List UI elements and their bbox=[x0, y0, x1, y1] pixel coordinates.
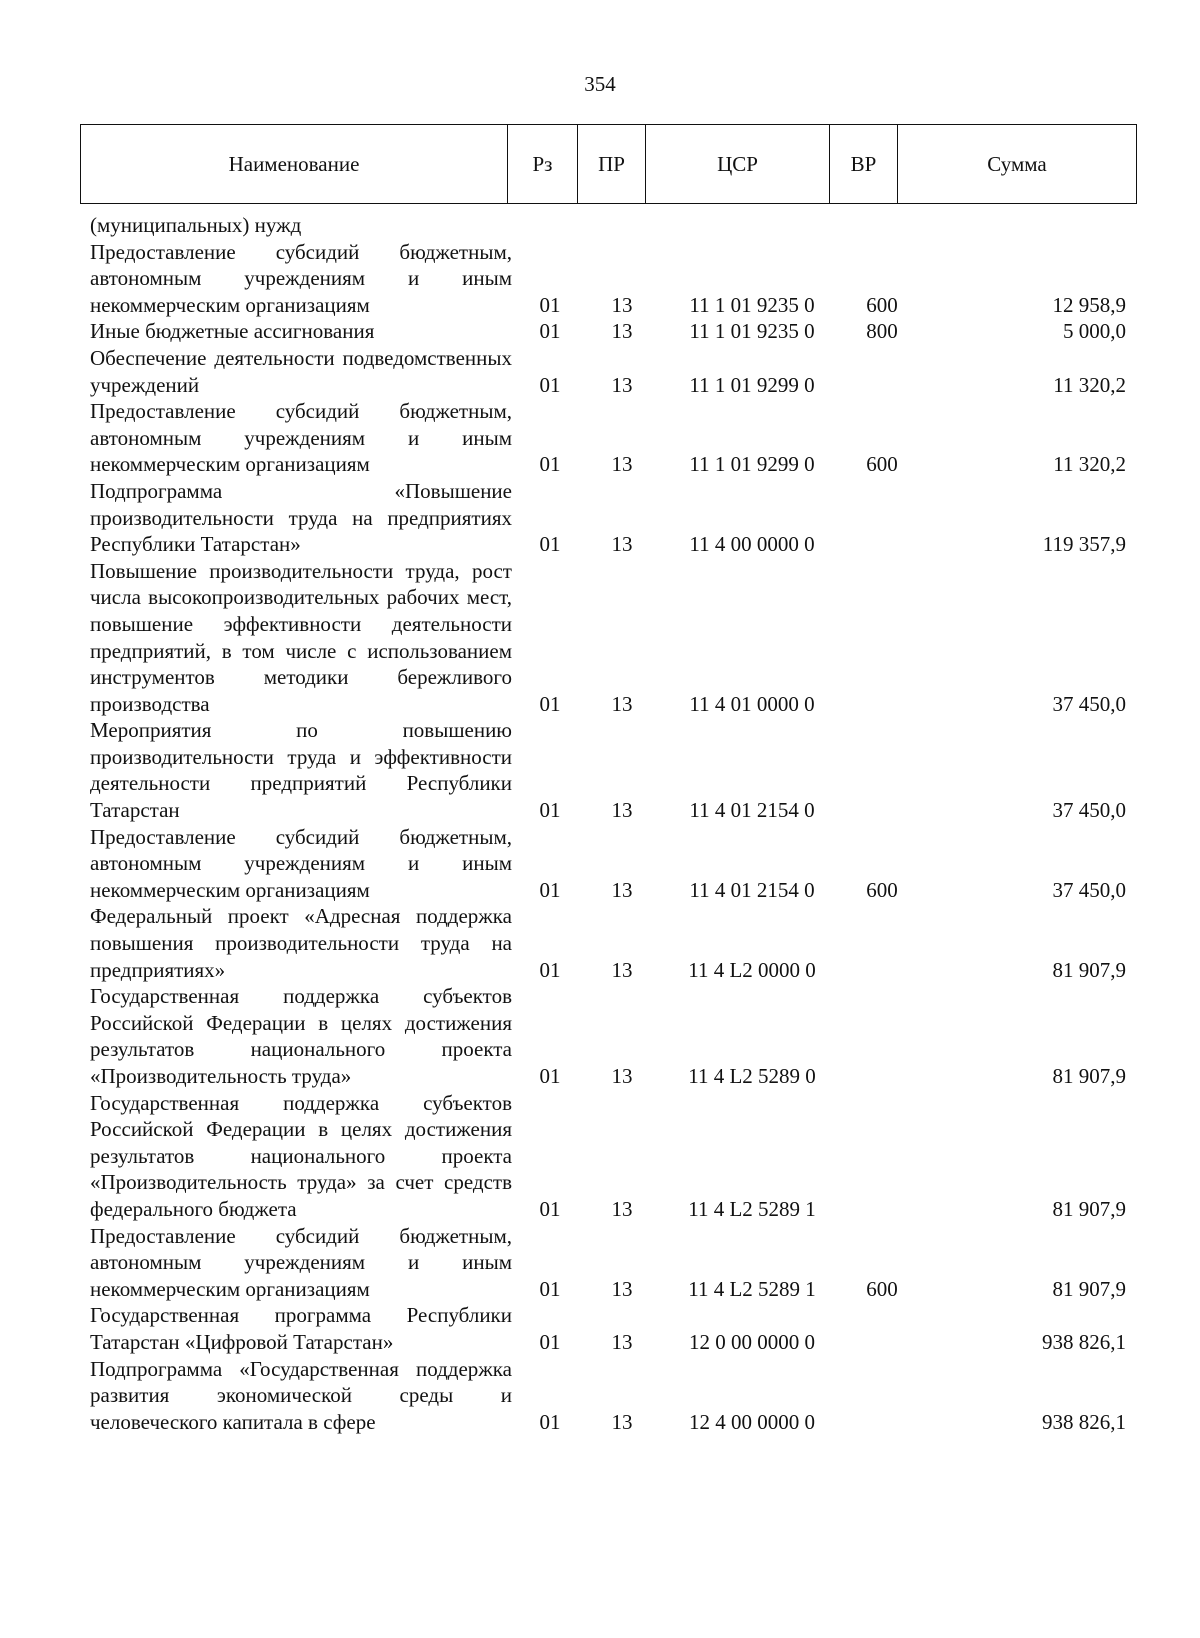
row-sum: 37 450,0 bbox=[1052, 691, 1126, 716]
row-pr: 13 bbox=[611, 1064, 633, 1088]
row-rz: 01 bbox=[539, 877, 561, 902]
table-row bbox=[80, 558, 1136, 718]
row-csr: 11 1 01 9235 0 bbox=[689, 319, 815, 344]
row-csr: 12 0 00 0000 0 bbox=[689, 1329, 815, 1354]
table-row bbox=[80, 398, 1136, 478]
table-body bbox=[80, 212, 1136, 1435]
row-vr: 600 bbox=[866, 1276, 898, 1301]
row-name: Федеральный проект «Адресная поддержка повышения производительности труда на предприятиях» bbox=[90, 904, 512, 982]
page-number: 354 bbox=[584, 72, 616, 96]
header-sum: Сумма bbox=[898, 125, 1137, 204]
row-name: Предоставление субсидий бюджетным, автономным учреждениям и иным некоммерческим организациям bbox=[90, 239, 512, 317]
row-pr: 13 bbox=[611, 319, 633, 344]
table-row bbox=[80, 239, 1136, 319]
row-csr: 11 4 00 0000 0 bbox=[689, 532, 815, 557]
row-vr: 800 bbox=[866, 319, 898, 344]
row-sum: 938 826,1 bbox=[1042, 1409, 1126, 1434]
row-csr: 11 4 L2 5289 1 bbox=[688, 1276, 816, 1301]
row-rz: 01 bbox=[539, 1064, 561, 1088]
row-name: Предоставление субсидий бюджетным, автономным учреждениям и иным некоммерческим организациям bbox=[90, 1223, 512, 1301]
row-name: Государственная программа Республики Татарстан «Цифровой Татарстан» bbox=[90, 1303, 512, 1354]
row-pr: 13 bbox=[611, 1409, 633, 1434]
table-row bbox=[80, 345, 1136, 398]
row-rz: 01 bbox=[539, 319, 561, 344]
row-vr: 600 bbox=[866, 292, 898, 317]
row-rz: 01 bbox=[539, 1196, 561, 1221]
row-sum: 938 826,1 bbox=[1042, 1329, 1126, 1354]
row-csr: 11 4 01 2154 0 bbox=[689, 877, 815, 902]
row-csr: 11 4 L2 0000 0 bbox=[688, 957, 816, 982]
row-sum: 37 450,0 bbox=[1052, 877, 1126, 902]
row-sum: 12 958,9 bbox=[1052, 292, 1126, 317]
header-name: Наименование bbox=[81, 125, 508, 204]
row-csr: 11 1 01 9299 0 bbox=[689, 452, 815, 477]
row-sum: 11 320,2 bbox=[1053, 452, 1126, 477]
row-csr: 11 4 01 0000 0 bbox=[689, 691, 815, 716]
row-csr: 12 4 00 0000 0 bbox=[689, 1409, 815, 1434]
row-name: Предоставление субсидий бюджетным, автономным учреждениям и иным некоммерческим организациям bbox=[90, 399, 512, 477]
row-rz: 01 bbox=[539, 372, 561, 397]
table-row bbox=[80, 318, 1136, 345]
row-vr: 600 bbox=[866, 452, 898, 477]
row-rz: 01 bbox=[539, 1409, 561, 1434]
row-name: Подпрограмма «Государственная поддержка развития экономической среды и человеческого капитала в сфере bbox=[90, 1356, 512, 1434]
row-sum: 11 320,2 bbox=[1053, 372, 1126, 397]
row-name: Мероприятия по повышению производительности труда и эффективности деятельности предприятий Республики Татарстан bbox=[90, 718, 512, 823]
row-vr: 600 bbox=[866, 877, 898, 902]
row-rz: 01 bbox=[539, 1329, 561, 1354]
row-sum: 81 907,9 bbox=[1052, 1276, 1126, 1301]
row-csr: 11 1 01 9235 0 bbox=[689, 292, 815, 317]
row-rz: 01 bbox=[539, 452, 561, 477]
row-sum: 81 907,9 bbox=[1052, 957, 1126, 982]
row-rz: 01 bbox=[539, 292, 561, 317]
row-name: Обеспечение деятельности подведомственных учреждений bbox=[90, 345, 512, 397]
row-pr: 13 bbox=[611, 452, 633, 477]
row-sum: 81 907,9 bbox=[1052, 1064, 1126, 1088]
row-csr: 11 4 01 2154 0 bbox=[689, 798, 815, 823]
row-pr: 13 bbox=[611, 1329, 633, 1354]
row-sum: 119 357,9 bbox=[1042, 532, 1126, 557]
table-row bbox=[80, 212, 1136, 239]
row-name: (муниципальных) нужд bbox=[90, 213, 302, 237]
row-pr: 13 bbox=[611, 532, 633, 557]
table-row bbox=[80, 478, 1136, 558]
row-name: Подпрограмма «Повышение производительности труда на предприятиях Республики Татарстан» bbox=[90, 478, 512, 557]
table-header bbox=[80, 124, 1137, 204]
row-pr: 13 bbox=[611, 1196, 633, 1221]
row-pr: 13 bbox=[611, 798, 633, 823]
row-name: Государственная поддержка субъектов Российской Федерации в целях достижения результатов национального проекта «Производительность труда» bbox=[90, 984, 512, 1088]
header-pr: ПР bbox=[578, 125, 646, 204]
header-rz: Рз bbox=[508, 125, 578, 204]
table-row bbox=[80, 903, 1136, 983]
table-row bbox=[80, 1302, 1136, 1355]
table-row bbox=[80, 717, 1136, 823]
row-name: Предоставление субсидий бюджетным, автономным учреждениям и иным некоммерческим организациям bbox=[90, 824, 512, 902]
table-row bbox=[80, 1090, 1136, 1223]
row-name: Государственная поддержка субъектов Российской Федерации в целях достижения результатов национального проекта «Производительность труда» за счет средств федерального бюджета bbox=[90, 1090, 512, 1221]
row-csr: 11 1 01 9299 0 bbox=[689, 372, 815, 397]
row-sum: 5 000,0 bbox=[1063, 319, 1126, 344]
row-sum: 37 450,0 bbox=[1052, 798, 1126, 823]
header-csr: ЦСР bbox=[646, 125, 830, 204]
row-sum: 81 907,9 bbox=[1052, 1196, 1126, 1221]
row-pr: 13 bbox=[611, 1276, 633, 1301]
table-row bbox=[80, 824, 1136, 904]
row-name: Иные бюджетные ассигнования bbox=[90, 319, 375, 344]
row-csr: 11 4 L2 5289 0 bbox=[688, 1064, 816, 1088]
row-csr: 11 4 L2 5289 1 bbox=[688, 1196, 816, 1221]
row-pr: 13 bbox=[611, 877, 633, 902]
table-row bbox=[80, 983, 1136, 1089]
row-rz: 01 bbox=[539, 957, 561, 982]
table-row bbox=[80, 1223, 1136, 1303]
table-row bbox=[80, 1356, 1136, 1436]
header-vr: ВР bbox=[830, 125, 898, 204]
row-rz: 01 bbox=[539, 798, 561, 823]
row-pr: 13 bbox=[611, 292, 633, 317]
row-rz: 01 bbox=[539, 532, 561, 557]
row-rz: 01 bbox=[539, 691, 561, 716]
row-name: Повышение производительности труда, рост числа высокопроизводительных рабочих мест, повышение эффективности деятельности предприятий, в том числе с использованием инструментов методики бережливого производства bbox=[90, 558, 512, 716]
row-rz: 01 bbox=[539, 1276, 561, 1301]
row-pr: 13 bbox=[611, 691, 633, 716]
row-pr: 13 bbox=[611, 372, 633, 397]
row-pr: 13 bbox=[611, 957, 633, 982]
